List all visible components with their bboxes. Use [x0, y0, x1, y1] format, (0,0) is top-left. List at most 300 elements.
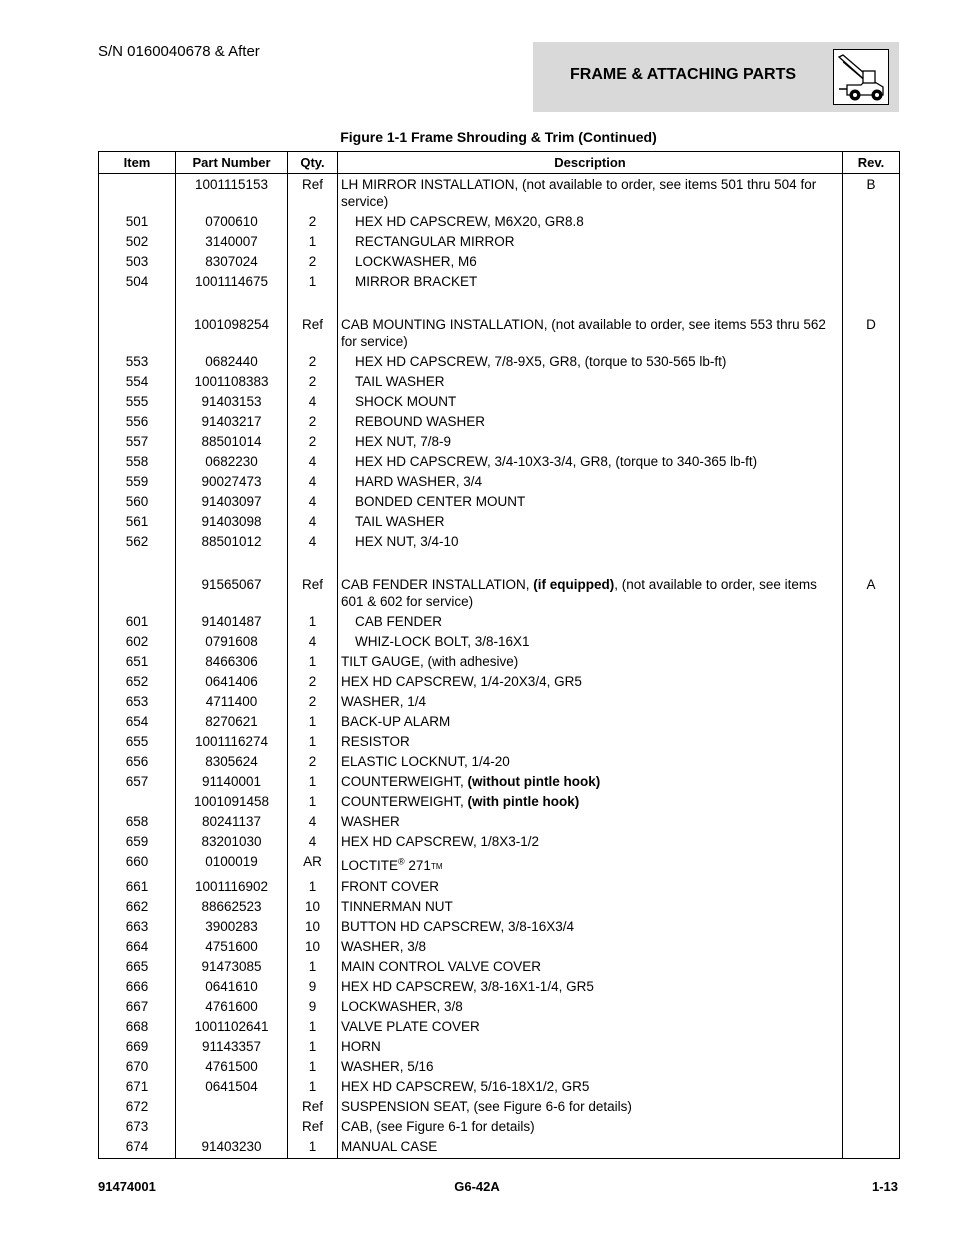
- spacer-cell: [843, 290, 900, 313]
- table-row: [99, 1115, 900, 1135]
- item-cell: 553: [99, 350, 176, 370]
- description-desc: CAB FENDER INSTALLATION,: [341, 577, 534, 592]
- item-cell: 555: [99, 390, 176, 410]
- description-desc: HEX HD CAPSCREW, M6X20, GR8.8: [355, 214, 584, 229]
- rev-cell: [843, 250, 900, 270]
- rev-cell: [843, 490, 900, 510]
- description-desc: FRONT COVER: [341, 878, 440, 894]
- table-row: [99, 490, 900, 510]
- item-cell: 662: [99, 895, 176, 915]
- part-number-cell: 8270621: [176, 710, 288, 730]
- table-row: [99, 730, 900, 750]
- description-text: [341, 899, 453, 914]
- qty-cell: 4: [288, 630, 338, 650]
- qty-cell: Ref: [288, 174, 338, 211]
- qty-cell: 4: [288, 450, 338, 470]
- qty-cell: 2: [288, 350, 338, 370]
- table-row: [99, 610, 900, 630]
- description-desc: WASHER, 1/4: [341, 694, 427, 709]
- table-row: [99, 270, 900, 290]
- table-row: [99, 630, 900, 650]
- table-row: [99, 935, 900, 955]
- part-number-cell: 91403230: [176, 1135, 288, 1159]
- qty-cell: 1: [288, 955, 338, 975]
- description-text: [341, 433, 451, 450]
- rev-cell: [843, 450, 900, 470]
- description-desc2: 271: [404, 857, 431, 873]
- qty-cell: 1: [288, 1055, 338, 1075]
- part-number-cell: 91403153: [176, 390, 288, 410]
- description-cell: [338, 350, 843, 370]
- table-row: [99, 313, 900, 350]
- part-number-cell: 91143357: [176, 1035, 288, 1055]
- rev-cell: [843, 630, 900, 650]
- table-row: [99, 810, 900, 830]
- item-cell: 554: [99, 370, 176, 390]
- part-number-cell: 91140001: [176, 770, 288, 790]
- description-desc: HEX HD CAPSCREW, 3/4-10X3-3/4, GR8, (torque to 340-365 lb-ft): [355, 454, 758, 469]
- item-cell: 560: [99, 490, 176, 510]
- rev-cell: [843, 370, 900, 390]
- qty-cell: 1: [288, 610, 338, 630]
- description-cell: [338, 670, 843, 690]
- table-row: [99, 710, 900, 730]
- qty-cell: 1: [288, 1035, 338, 1055]
- description-desc: HEX HD CAPSCREW, 5/16-18X1/2, GR5: [341, 1078, 590, 1094]
- description-desc: WHIZ-LOCK BOLT, 3/8-16X1: [355, 634, 530, 649]
- qty-cell: Ref: [288, 1115, 338, 1135]
- rev-cell: B: [843, 174, 900, 211]
- description-text: [341, 473, 482, 490]
- description-desc: MIRROR BRACKET: [355, 274, 478, 289]
- table-row: [99, 250, 900, 270]
- item-cell: 561: [99, 510, 176, 530]
- description-desc: LOCKWASHER, M6: [355, 254, 477, 269]
- description-cell: [338, 1035, 843, 1055]
- description-desc: REBOUND WASHER: [355, 414, 486, 429]
- part-number-cell: 91473085: [176, 955, 288, 975]
- description-bold: (with pintle hook): [467, 794, 580, 809]
- description-desc: HEX HD CAPSCREW, 7/8-9X5, GR8, (torque to 530-565 lb-ft): [355, 354, 727, 369]
- rev-cell: [843, 230, 900, 250]
- description-text: [341, 513, 445, 530]
- qty-cell: 1: [288, 270, 338, 290]
- description-text: [341, 979, 594, 994]
- qty-cell: 2: [288, 210, 338, 230]
- description-cell: [338, 610, 843, 630]
- parts-table-body: [99, 174, 900, 1159]
- description-cell: [338, 450, 843, 470]
- rev-cell: [843, 935, 900, 955]
- qty-cell: 1: [288, 875, 338, 895]
- description-desc: LOCTITE: [341, 857, 399, 873]
- part-number-cell: 4761500: [176, 1055, 288, 1075]
- description-desc: HEX NUT, 7/8-9: [355, 434, 452, 449]
- description-text: [341, 674, 582, 689]
- description-text: [341, 1079, 589, 1094]
- description-desc: TAIL WASHER: [355, 374, 445, 389]
- item-cell: 559: [99, 470, 176, 490]
- table-row: [99, 650, 900, 670]
- table-row: [99, 510, 900, 530]
- section-header: [533, 42, 899, 112]
- col-header-item: Item: [99, 152, 176, 174]
- part-number-cell: 91403098: [176, 510, 288, 530]
- item-cell: 654: [99, 710, 176, 730]
- description-text: [341, 814, 400, 829]
- rev-cell: [843, 1015, 900, 1035]
- part-number-cell: 88501012: [176, 530, 288, 550]
- qty-cell: 4: [288, 510, 338, 530]
- description-cell: [338, 1075, 843, 1095]
- qty-cell: 1: [288, 1075, 338, 1095]
- description-text: [341, 353, 726, 370]
- part-number-cell: 83201030: [176, 830, 288, 850]
- description-desc: RESISTOR: [341, 734, 410, 749]
- item-cell: 502: [99, 230, 176, 250]
- qty-cell: 10: [288, 915, 338, 935]
- col-header-description: Description: [338, 152, 843, 174]
- description-text: [341, 533, 459, 550]
- item-cell: 668: [99, 1015, 176, 1035]
- rev-cell: [843, 470, 900, 490]
- item-cell: 674: [99, 1135, 176, 1159]
- part-number-cell: 4751600: [176, 935, 288, 955]
- part-number-cell: 3900283: [176, 915, 288, 935]
- part-number-cell: 91565067: [176, 573, 288, 610]
- description-desc: HEX HD CAPSCREW, 1/4-20X3/4, GR5: [341, 674, 582, 689]
- table-row: [99, 1075, 900, 1095]
- table-row: [99, 410, 900, 430]
- part-number-cell: 91403097: [176, 490, 288, 510]
- rev-cell: [843, 850, 900, 875]
- qty-cell: 1: [288, 790, 338, 810]
- description-text: [341, 959, 541, 974]
- item-cell: 663: [99, 915, 176, 935]
- table-spacer-row: [99, 550, 900, 573]
- description-cell: [338, 510, 843, 530]
- item-cell: 557: [99, 430, 176, 450]
- part-number-cell: [176, 1115, 288, 1135]
- item-cell: 667: [99, 995, 176, 1015]
- telehandler-icon: [833, 49, 889, 105]
- part-number-cell: 1001102641: [176, 1015, 288, 1035]
- description-text: [341, 714, 450, 729]
- description-cell: [338, 1015, 843, 1035]
- description-text: [341, 253, 477, 270]
- part-number-cell: 91401487: [176, 610, 288, 630]
- rev-cell: [843, 895, 900, 915]
- part-number-cell: 0682440: [176, 350, 288, 370]
- rev-cell: [843, 730, 900, 750]
- item-cell: 652: [99, 670, 176, 690]
- description-bold: (if equipped): [533, 577, 615, 592]
- description-desc: HEX HD CAPSCREW, 1/8X3-1/2: [341, 834, 540, 849]
- rev-cell: [843, 750, 900, 770]
- col-header-part-number: Part Number: [176, 152, 288, 174]
- item-cell: 664: [99, 935, 176, 955]
- item-cell: 558: [99, 450, 176, 470]
- part-number-cell: 0641504: [176, 1075, 288, 1095]
- item-cell: 503: [99, 250, 176, 270]
- item-cell: 602: [99, 630, 176, 650]
- table-row: [99, 790, 900, 810]
- col-header-qty: Qty.: [288, 152, 338, 174]
- spacer-cell: [99, 550, 176, 573]
- qty-cell: 1: [288, 230, 338, 250]
- description-desc: MAIN CONTROL VALVE COVER: [341, 958, 542, 974]
- footer-part-number: 91474001: [98, 1179, 156, 1194]
- description-text: [341, 273, 477, 290]
- description-text: [341, 1139, 437, 1154]
- description-text: [341, 453, 757, 470]
- description-text: [341, 694, 426, 709]
- spacer-cell: [338, 290, 843, 313]
- table-row: [99, 1095, 900, 1115]
- description-desc: COUNTERWEIGHT,: [341, 774, 468, 789]
- item-cell: [99, 573, 176, 610]
- serial-number: S/N 0160040678 & After: [98, 43, 260, 60]
- spacer-cell: [99, 290, 176, 313]
- rev-cell: [843, 955, 900, 975]
- table-row: [99, 370, 900, 390]
- description-bold: (without pintle hook): [467, 774, 601, 789]
- description-desc: BONDED CENTER MOUNT: [355, 494, 526, 509]
- description-cell: [338, 915, 843, 935]
- parts-table: [98, 151, 900, 1159]
- table-row: [99, 573, 900, 610]
- part-number-cell: 1001091458: [176, 790, 288, 810]
- description-desc: WASHER: [341, 814, 400, 829]
- item-cell: 665: [99, 955, 176, 975]
- table-row: [99, 770, 900, 790]
- description-text: [341, 879, 439, 894]
- table-row: [99, 975, 900, 995]
- description-cell: [338, 1055, 843, 1075]
- rev-cell: D: [843, 313, 900, 350]
- description-desc: BUTTON HD CAPSCREW, 3/8-16X3/4: [341, 918, 575, 934]
- section-title: FRAME & ATTACHING PARTS: [570, 66, 797, 83]
- description-text: [341, 939, 426, 954]
- part-number-cell: 1001114675: [176, 270, 288, 290]
- description-cell: [338, 250, 843, 270]
- qty-cell: 4: [288, 810, 338, 830]
- description-cell: [338, 490, 843, 510]
- description-cell: [338, 770, 843, 790]
- description-cell: [338, 210, 843, 230]
- part-number-cell: [176, 1095, 288, 1115]
- table-row: [99, 450, 900, 470]
- spacer-cell: [288, 290, 338, 313]
- description-text: [341, 633, 530, 650]
- rev-cell: [843, 430, 900, 450]
- rev-cell: [843, 1095, 900, 1115]
- table-row: [99, 670, 900, 690]
- table-row: [99, 430, 900, 450]
- item-cell: 501: [99, 210, 176, 230]
- description-text: [341, 794, 579, 809]
- description-text: [341, 213, 584, 230]
- rev-cell: [843, 915, 900, 935]
- rev-cell: [843, 875, 900, 895]
- rev-cell: [843, 975, 900, 995]
- description-desc: LH MIRROR INSTALLATION, (not available to order, see items 501 thru 504 for service): [341, 177, 817, 209]
- description-desc: TAIL WASHER: [355, 514, 445, 529]
- description-desc: ELASTIC LOCKNUT, 1/4-20: [341, 754, 510, 769]
- table-row: [99, 210, 900, 230]
- table-row: [99, 1035, 900, 1055]
- rev-cell: [843, 710, 900, 730]
- description-cell: [338, 1115, 843, 1135]
- spacer-cell: [176, 550, 288, 573]
- item-cell: 659: [99, 830, 176, 850]
- part-number-cell: 0791608: [176, 630, 288, 650]
- item-cell: 656: [99, 750, 176, 770]
- description-desc: SUSPENSION SEAT, (see Figure 6-6 for details): [341, 1098, 632, 1114]
- description-cell: [338, 430, 843, 450]
- description-cell: [338, 875, 843, 895]
- qty-cell: 4: [288, 490, 338, 510]
- part-number-cell: 1001115153: [176, 174, 288, 211]
- description-text: [341, 1119, 535, 1134]
- description-desc: BACK-UP ALARM: [341, 714, 451, 729]
- description-desc: CAB, (see Figure 6-1 for details): [341, 1118, 535, 1134]
- description-desc: SHOCK MOUNT: [355, 394, 457, 409]
- description-text: [341, 654, 518, 669]
- description-cell: [338, 174, 843, 211]
- description-cell: [338, 790, 843, 810]
- qty-cell: 4: [288, 390, 338, 410]
- table-row: [99, 915, 900, 935]
- rev-cell: [843, 510, 900, 530]
- item-cell: 562: [99, 530, 176, 550]
- qty-cell: 2: [288, 250, 338, 270]
- item-cell: 673: [99, 1115, 176, 1135]
- item-cell: 556: [99, 410, 176, 430]
- description-text: [341, 393, 456, 410]
- part-number-cell: 1001098254: [176, 313, 288, 350]
- description-desc: HORN: [341, 1038, 381, 1054]
- part-number-cell: 1001116902: [176, 875, 288, 895]
- description-cell: [338, 573, 843, 610]
- qty-cell: 9: [288, 995, 338, 1015]
- part-number-cell: 4711400: [176, 690, 288, 710]
- table-row: [99, 850, 900, 875]
- description-desc: MANUAL CASE: [341, 1138, 438, 1154]
- table-row: [99, 174, 900, 211]
- description-desc: VALVE PLATE COVER: [341, 1018, 480, 1034]
- table-row: [99, 875, 900, 895]
- item-cell: [99, 313, 176, 350]
- qty-cell: 9: [288, 975, 338, 995]
- description-text: [341, 613, 442, 630]
- rev-cell: [843, 670, 900, 690]
- description-cell: [338, 390, 843, 410]
- qty-cell: 10: [288, 935, 338, 955]
- description-desc: HARD WASHER, 3/4: [355, 474, 483, 489]
- qty-cell: 1: [288, 1135, 338, 1159]
- col-header-rev: Rev.: [843, 152, 900, 174]
- description-cell: [338, 530, 843, 550]
- qty-cell: 4: [288, 530, 338, 550]
- table-row: [99, 830, 900, 850]
- description-cell: [338, 650, 843, 670]
- rev-cell: A: [843, 573, 900, 610]
- part-number-cell: 3140007: [176, 230, 288, 250]
- item-cell: 669: [99, 1035, 176, 1055]
- description-text: [341, 233, 515, 250]
- rev-cell: [843, 790, 900, 810]
- table-spacer-row: [99, 290, 900, 313]
- item-cell: 651: [99, 650, 176, 670]
- qty-cell: 2: [288, 430, 338, 450]
- description-desc: HEX NUT, 3/4-10: [355, 534, 459, 549]
- part-number-cell: 1001116274: [176, 730, 288, 750]
- part-number-cell: 88501014: [176, 430, 288, 450]
- description-cell: [338, 690, 843, 710]
- description-desc: RECTANGULAR MIRROR: [355, 234, 515, 249]
- table-row: [99, 1055, 900, 1075]
- rev-cell: [843, 1055, 900, 1075]
- description-cell: [338, 750, 843, 770]
- description-cell: [338, 630, 843, 650]
- part-number-cell: 4761600: [176, 995, 288, 1015]
- description-desc: WASHER, 5/16: [341, 1058, 434, 1074]
- rev-cell: [843, 690, 900, 710]
- item-cell: 670: [99, 1055, 176, 1075]
- description-cell: [338, 955, 843, 975]
- part-number-cell: 8307024: [176, 250, 288, 270]
- rev-cell: [843, 350, 900, 370]
- description-desc: CAB MOUNTING INSTALLATION, (not available to order, see items 553 thru 562 for service): [341, 317, 826, 349]
- item-cell: [99, 174, 176, 211]
- table-row: [99, 390, 900, 410]
- description-desc2: , (not available to order, see items 601 & 602 for service): [341, 577, 817, 609]
- item-cell: 504: [99, 270, 176, 290]
- description-cell: [338, 1095, 843, 1115]
- table-row: [99, 530, 900, 550]
- part-number-cell: 0682230: [176, 450, 288, 470]
- part-number-cell: 8466306: [176, 650, 288, 670]
- description-text: [341, 1059, 434, 1074]
- rev-cell: [843, 810, 900, 830]
- qty-cell: 10: [288, 895, 338, 915]
- part-number-cell: 88662523: [176, 895, 288, 915]
- spacer-cell: [843, 550, 900, 573]
- qty-cell: 2: [288, 750, 338, 770]
- spacer-cell: [288, 550, 338, 573]
- description-cell: [338, 830, 843, 850]
- description-text: [341, 834, 539, 849]
- table-row: [99, 230, 900, 250]
- item-cell: 672: [99, 1095, 176, 1115]
- qty-cell: 2: [288, 370, 338, 390]
- rev-cell: [843, 210, 900, 230]
- description-desc: HEX HD CAPSCREW, 3/8-16X1-1/4, GR5: [341, 978, 594, 994]
- part-number-cell: 0641406: [176, 670, 288, 690]
- table-row: [99, 750, 900, 770]
- item-cell: 655: [99, 730, 176, 750]
- description-text: [341, 858, 443, 873]
- qty-cell: AR: [288, 850, 338, 875]
- rev-cell: [843, 1075, 900, 1095]
- description-cell: [338, 270, 843, 290]
- description-cell: [338, 995, 843, 1015]
- qty-cell: Ref: [288, 573, 338, 610]
- rev-cell: [843, 1115, 900, 1135]
- rev-cell: [843, 610, 900, 630]
- description-text: [341, 577, 817, 609]
